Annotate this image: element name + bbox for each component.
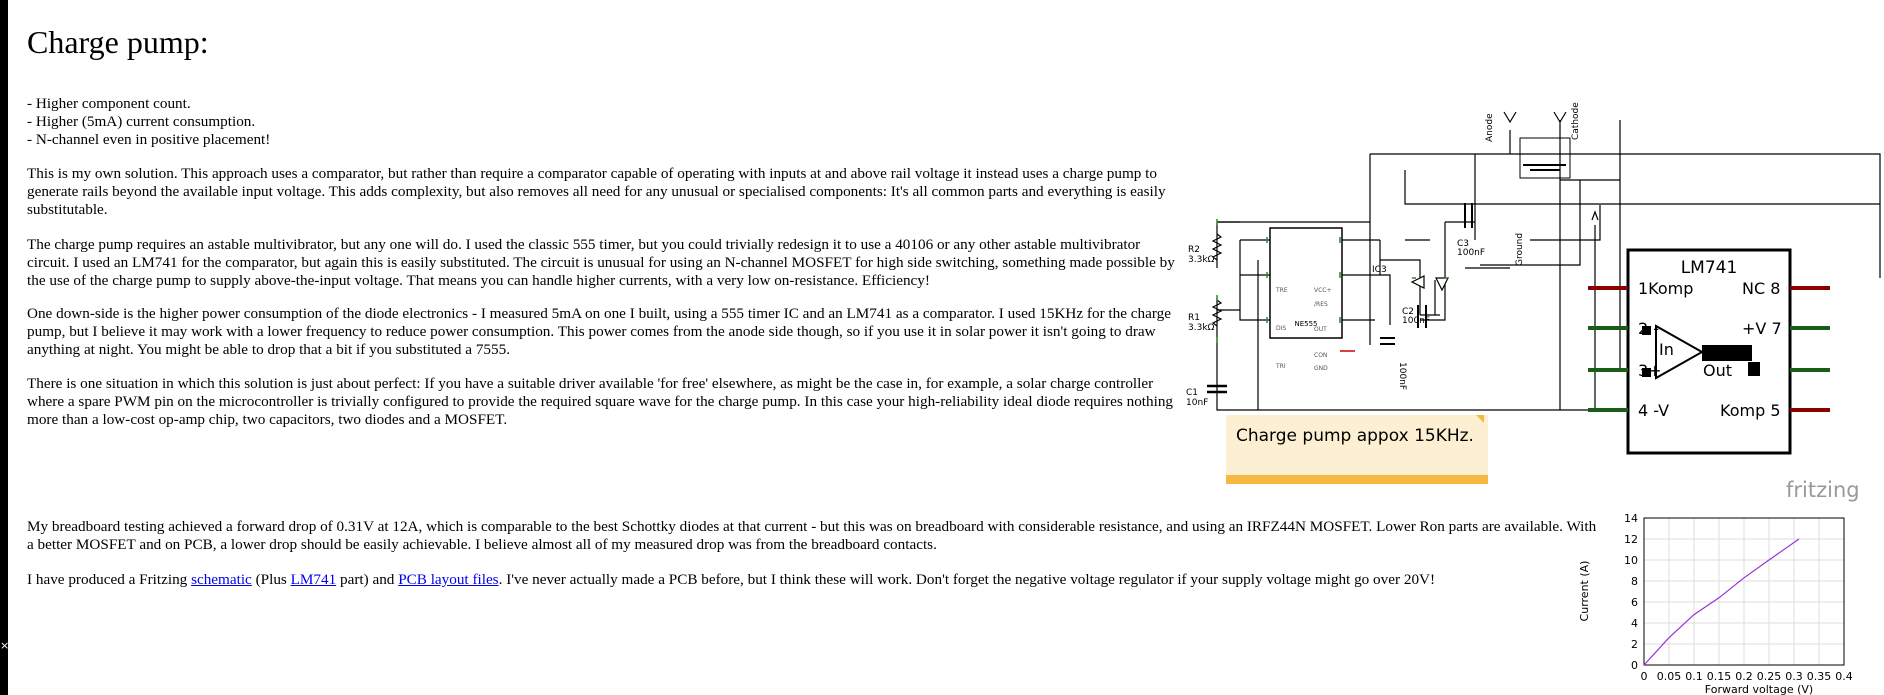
pin-out: OUT [1314, 326, 1327, 333]
lm741-pin3: 3+ [1638, 361, 1662, 380]
c4-value: 100nF [1397, 362, 1407, 391]
r1-label: R1 [1188, 313, 1200, 323]
x-tick-label: 0.05 [1656, 670, 1682, 683]
y-tick-label: 14 [1624, 512, 1638, 525]
forward-voltage-chart [1574, 508, 1874, 695]
c1-value: 10nF [1186, 398, 1209, 408]
y-tick-label: 12 [1624, 533, 1638, 546]
r1-value: 3.3kΩ [1188, 323, 1215, 333]
c3-label: C3 [1457, 239, 1470, 249]
fritzing-text-before: I have produced a Fritzing [27, 571, 192, 588]
lm741-pin8: NC 8 [1742, 279, 1781, 298]
bullet-component-count: - Higher component count. [27, 95, 191, 112]
chart-grid [1644, 518, 1844, 665]
y-tick-label: 2 [1631, 638, 1638, 651]
x-tick-label: 0.4 [1835, 670, 1853, 683]
x-tick-label: 0.15 [1706, 670, 1732, 683]
pin-res: /RES [1314, 301, 1328, 308]
charge-pump-note: Charge pump appox 15KHz. [1236, 426, 1474, 446]
section-title: Charge pump: [27, 24, 209, 60]
y-tick-label: 4 [1631, 617, 1638, 630]
c2-value: 100nF [1402, 316, 1431, 326]
x-axis-label: Forward voltage (V) [1704, 683, 1814, 695]
r2-value: 3.3kΩ [1188, 255, 1215, 265]
paragraph-breadboard-testing: My breadboard testing achieved a forward drop of 0.31V at 12A, which is comparable to the best Schottky diodes at that current - but this was on breadboard with considerable resistance, and using an IRFZ44N MOSFET. Lower Ron parts are available. With a better MOSFET and on PCB, a lower drop should be easily achievable. I believe almost all of my measured drop was from the breadboard contacts. [27, 518, 1597, 553]
bullet-current-consumption: - Higher (5mA) current consumption. [27, 113, 256, 130]
x-tick-label: 0.25 [1756, 670, 1782, 683]
fritzing-text-mid2: part) and [336, 571, 399, 588]
schematic-link[interactable]: schematic [191, 571, 252, 588]
c1-label: C1 [1186, 388, 1199, 398]
pin-con: CON [1314, 352, 1328, 359]
lm741-pin6: Out [1703, 361, 1733, 380]
c3-value: 100nF [1457, 248, 1486, 258]
cathode-label: Cathode [1571, 102, 1581, 140]
fritzing-logo: fritzing [1786, 478, 1860, 502]
close-icon[interactable]: × [0, 639, 10, 652]
fritzing-text-mid1: (Plus [251, 571, 291, 588]
ne555-label: NE555 [1294, 320, 1318, 328]
paragraph-fritzing-files [27, 571, 1597, 589]
paragraph-perfect-case: There is one situation in which this solution is just about perfect: If you have a suitable driver available 'for free' elsewhere, as might be the case in, for example, a solar charge controller where a spare PWM pin on the microcontroller is trivially configured to provide the required square wave for the charge pump. In this case your high-reliability ideal diode requires nothing more than a low-cost op-amp chip, two capacitors, two diodes and a MOSFET. [27, 375, 1174, 428]
pin-dis: DIS [1276, 325, 1287, 332]
left-edge-bar [0, 0, 8, 695]
lm741-pin7: +V 7 [1742, 319, 1782, 338]
drawback-list [27, 95, 1167, 149]
x-tick-label: 0.3 [1785, 670, 1803, 683]
lm741-label: LM741 [1680, 258, 1738, 278]
paragraph-downside: One down-side is the higher power consumption of the diode electronics - I measured 5mA on one I built, using a 555 timer IC and an LM741 as a comparator. I used 15KHz for the charge pump, but I believe it may work with a lower frequency to reduce power consumption. This power comes from the anode side though, so if you use it in solar power it isn't going to draw anything at night. You might be able to drop that a bit if you substituted a 7555. [27, 305, 1171, 358]
lm741-pin1: 1Komp [1638, 279, 1694, 298]
c2-label: C2 [1402, 307, 1415, 317]
x-tick-label: 0.2 [1735, 670, 1753, 683]
y-tick-label: 0 [1631, 659, 1638, 672]
lm741-in: In [1659, 340, 1674, 359]
lm741-pin5: Komp 5 [1720, 401, 1781, 420]
paragraph-own-solution: This is my own solution. This approach uses a comparator, but rather than require a comparator capable of operating with inputs at and above rail voltage it instead uses a charge pump to generate rails beyond the available input voltage. This adds complexity, but also removes all need for any unusual or specialised components: It's all common parts and everything is easily substitutable. [27, 165, 1166, 218]
y-tick-label: 8 [1631, 575, 1638, 588]
paragraph-astable: The charge pump requires an astable multivibrator, but any one will do. I used the classic 555 timer, but you could trivially redesign it to use a 40106 or any other astable multivibrator circuit. I used an LM741 for the comparator, but again this is easily substituted. The circuit is unusual for using an N-channel MOSFET for high side switching, something made possible by the use of the charge pump to supply above-the-input voltage. That means you can handle higher currents, with a very low on-resistance. Efficiency! [27, 236, 1175, 289]
lm741-pin4: 4 -V [1638, 401, 1670, 420]
y-axis-label: Current (A) [1578, 560, 1591, 622]
fritzing-text-after: . I've never actually made a PCB before, but I think these will work. Don't forget the negative voltage regulator if your supply voltage might go over 20V! [498, 571, 1436, 588]
x-tick-label: 0.35 [1806, 670, 1832, 683]
bullet-n-channel: - N-channel even in positive placement! [27, 131, 271, 148]
anode-label: Anode [1485, 113, 1495, 142]
lm741-pin2: 2 - [1638, 319, 1660, 338]
pin-tri: TRI [1276, 363, 1286, 370]
lm741-link[interactable]: LM741 [290, 571, 337, 588]
x-tick-label: 0.1 [1685, 670, 1703, 683]
ground-label: Ground [1515, 232, 1525, 266]
pcb-layout-link[interactable]: PCB layout files [398, 571, 499, 588]
pin-vcc: VCC+ [1314, 287, 1332, 294]
y-tick-labels [1624, 512, 1638, 672]
x-tick-label: 0 [1640, 670, 1648, 683]
r2-label: R2 [1188, 245, 1200, 255]
y-tick-label: 6 [1631, 596, 1638, 609]
x-tick-labels [1641, 670, 1853, 683]
pin-tre: TRE [1276, 287, 1288, 294]
ic3-label: IC3 [1372, 265, 1387, 275]
y-tick-label: 10 [1624, 554, 1638, 567]
pin-gnd: GND [1314, 365, 1328, 372]
schematic-diagram [1180, 100, 1884, 505]
